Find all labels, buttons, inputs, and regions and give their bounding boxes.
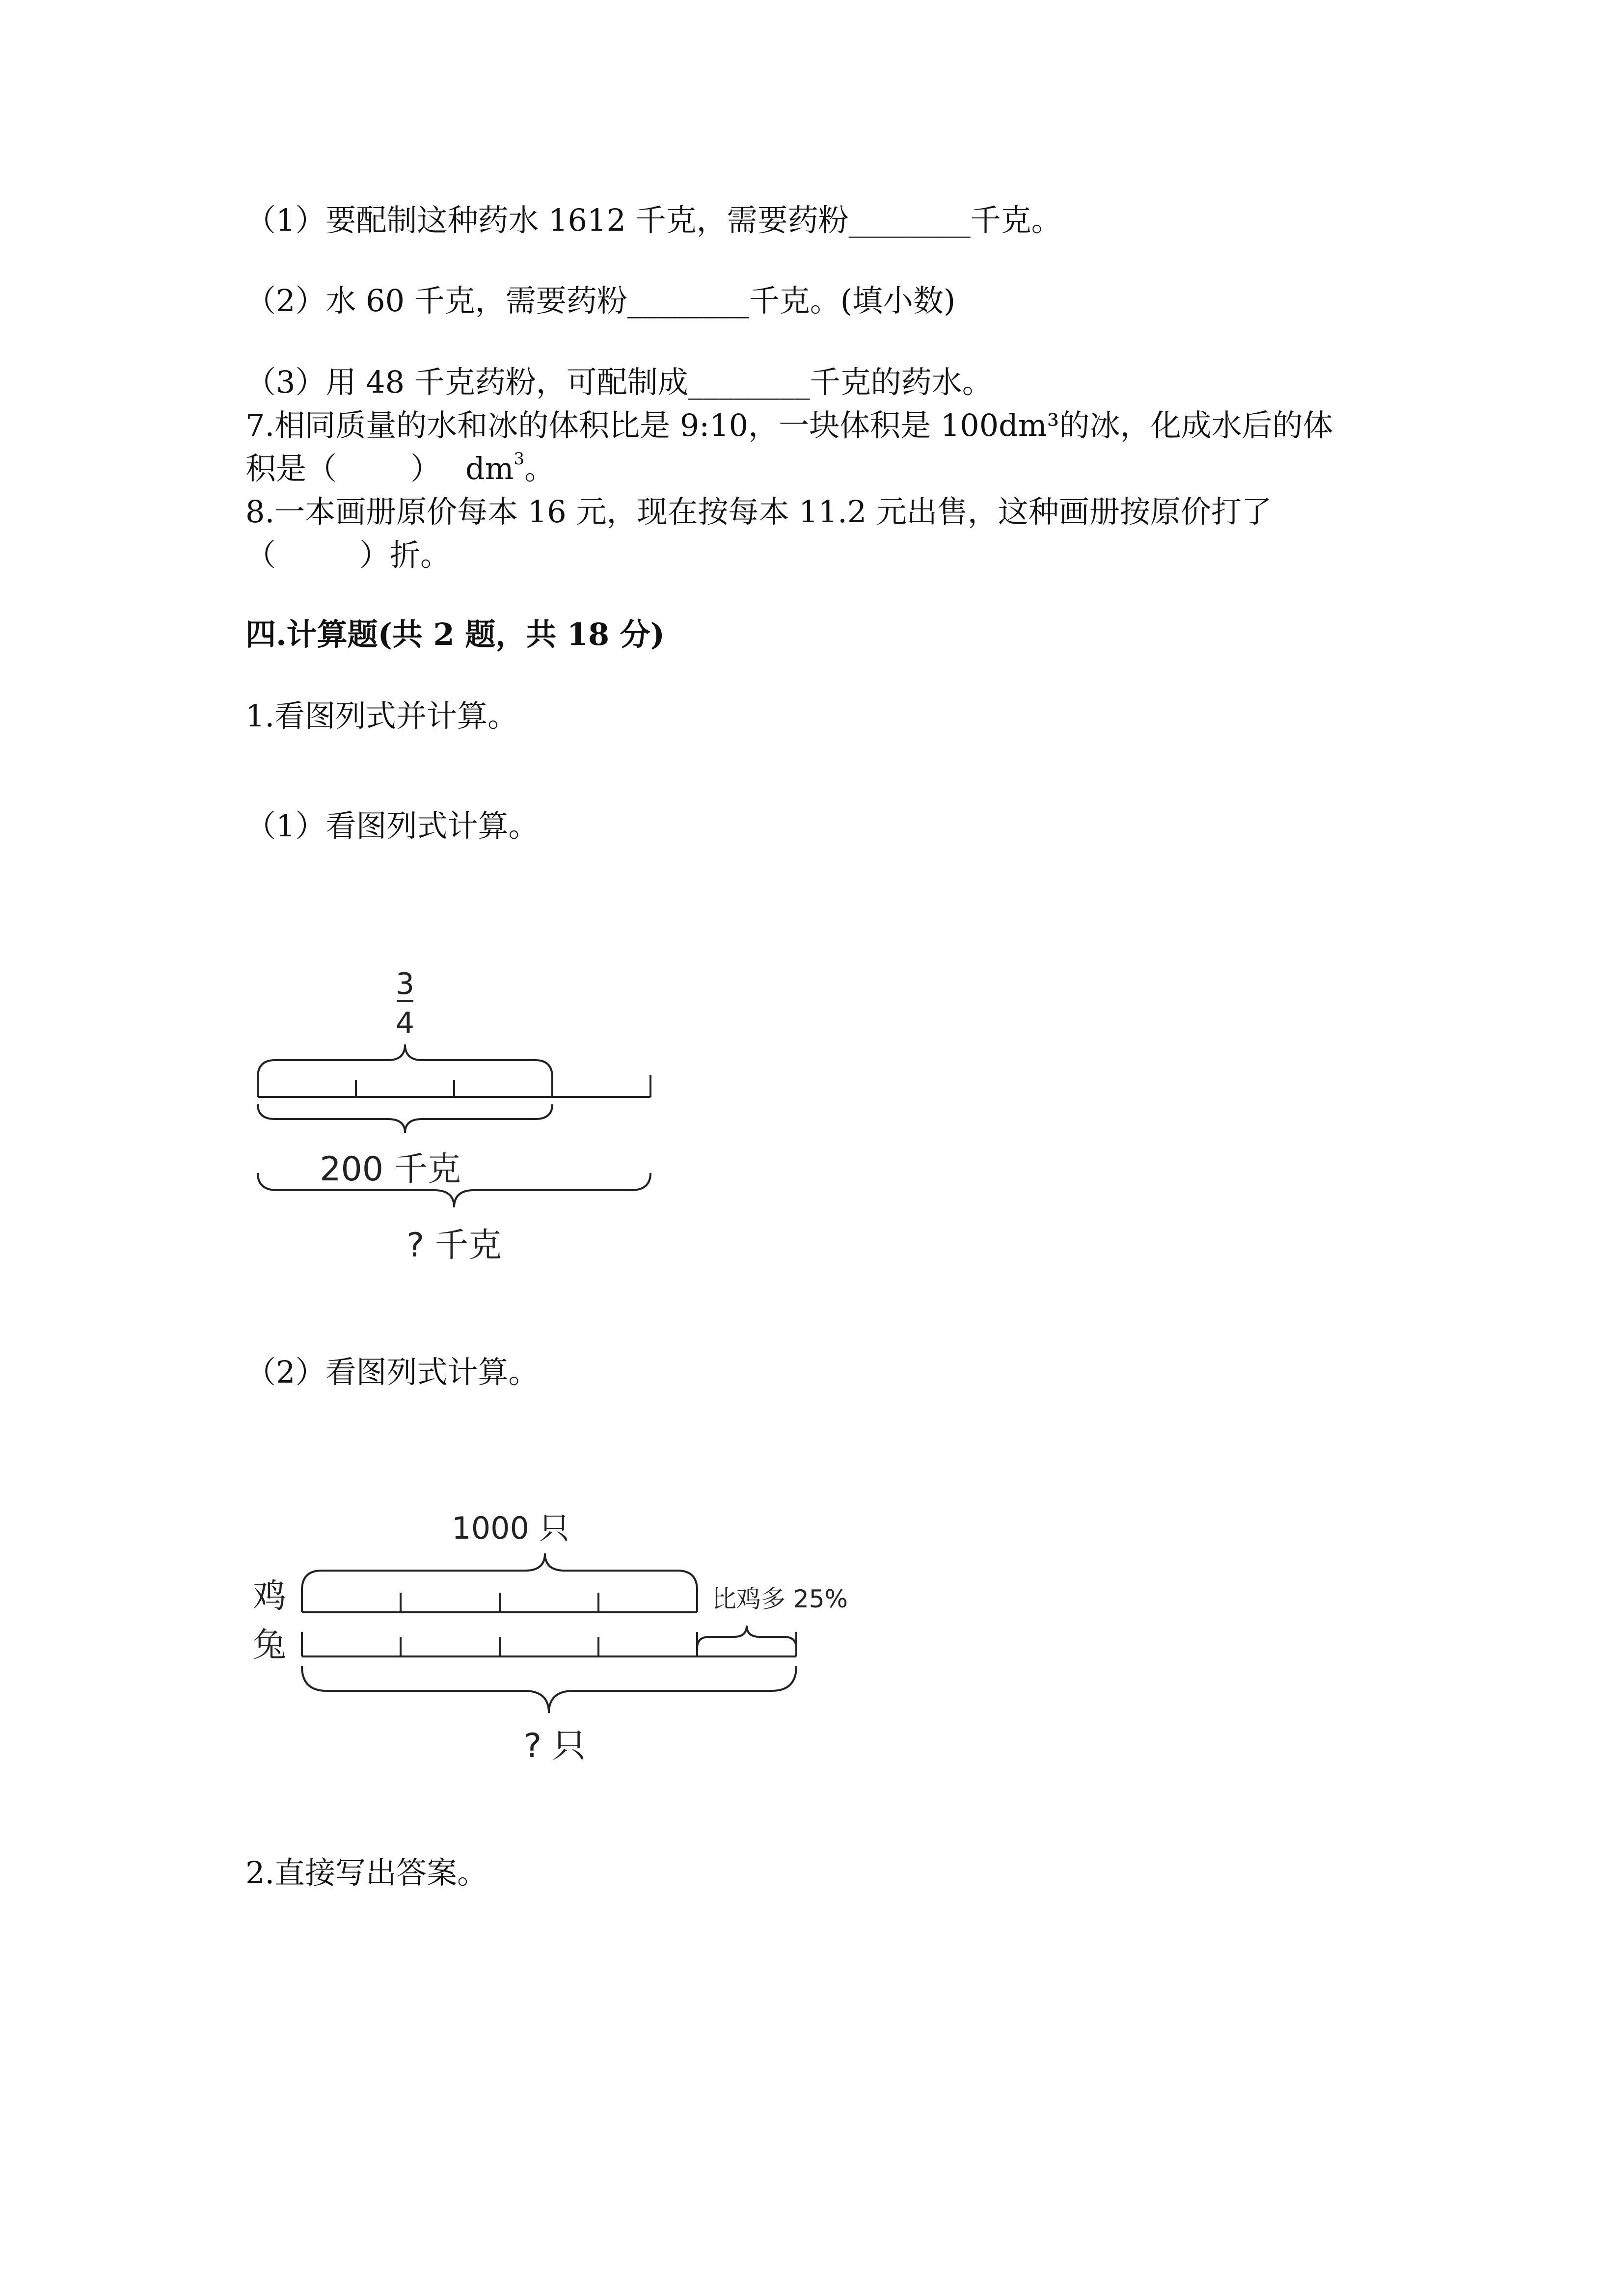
question-7-line-1: 7.相同质量的水和冰的体积比是 9:10，一块体积是 100dm³的冰，化成水后的体 <box>245 407 1333 443</box>
d2-row-label-rabbit: 兔 <box>253 1626 287 1665</box>
d2-row-label-chicken: 鸡 <box>253 1577 287 1616</box>
q8-close: ）折。 <box>359 537 451 573</box>
q7-open: 积是（ <box>245 451 337 486</box>
problem-1-sub-2: （2）看图列式计算。 <box>245 1354 539 1390</box>
q7-end: 。 <box>524 451 555 486</box>
d2-side-label: 比鸡多 25% <box>712 1585 848 1613</box>
d2-label-1000: 1000 只 <box>452 1510 569 1546</box>
d2-label-total: ? 只 <box>524 1727 586 1765</box>
d2-top-brace <box>302 1553 697 1590</box>
problem-1-sub-1: （1）看图列式计算。 <box>245 808 539 844</box>
question-6-part-2: （2）水 60 千克，需要药粉________千克。(填小数) <box>245 283 956 319</box>
question-8-line-1: 8.一本画册原价每本 16 元，现在按每本 11.2 元出售，这种画册按原价打了 <box>245 494 1272 530</box>
q8-open: （ <box>245 537 276 573</box>
problem-1-title: 1.看图列式并计算。 <box>245 698 518 734</box>
d1-fraction-numerator: 3 <box>395 967 415 1001</box>
d1-label-200kg: 200 千克 <box>320 1150 461 1189</box>
d1-fraction-denominator: 4 <box>395 1006 415 1041</box>
d1-label-total: ? 千克 <box>406 1226 502 1265</box>
q7-close: ） <box>410 451 441 486</box>
question-6-part-1: （1）要配制这种药水 1612 千克，需要药粉________千克。 <box>245 202 1062 238</box>
q7-unit-exponent: 3 <box>514 449 525 469</box>
q7-unit: dm <box>465 451 514 486</box>
question-6-part-3: （3）用 48 千克药粉，可配制成________千克的药水。 <box>245 364 993 400</box>
problem-2-title: 2.直接写出答案。 <box>245 1855 488 1891</box>
d2-extra-brace <box>697 1626 796 1648</box>
d2-bottom-brace <box>302 1666 796 1713</box>
section-4-heading: 四.计算题(共 2 题，共 18 分) <box>245 616 665 652</box>
